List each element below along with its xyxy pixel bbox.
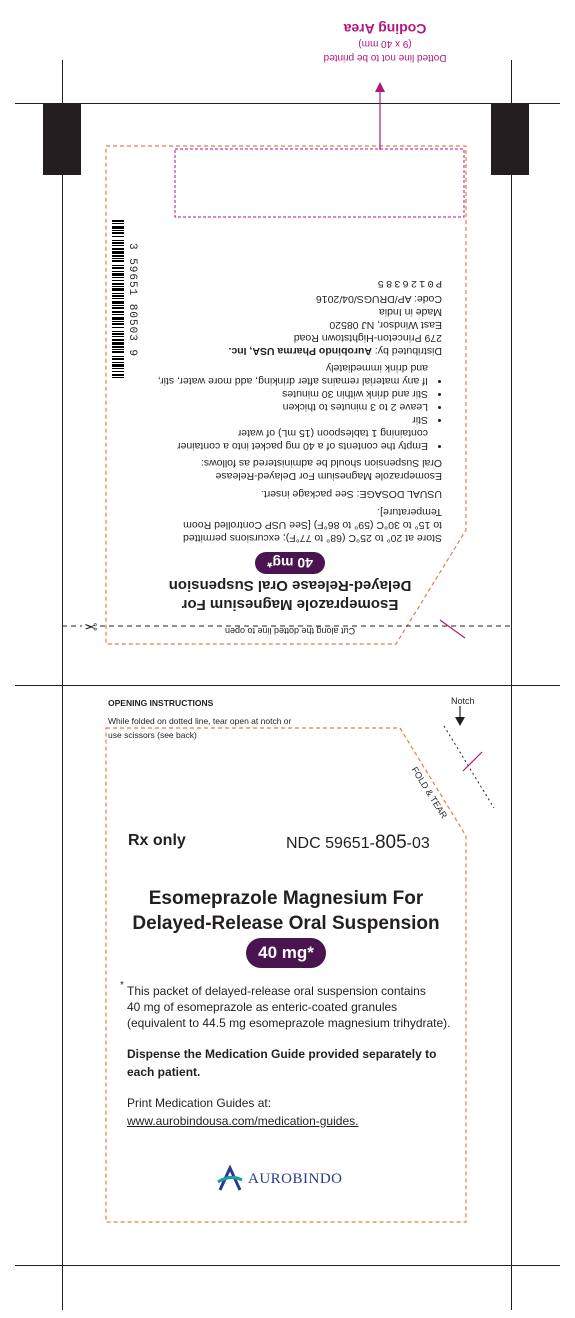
aurobindo-logo	[216, 1164, 343, 1194]
back-product-line2: Delayed-Release Oral Suspension	[168, 577, 412, 594]
admin-intro-1: Esomeprazole Magnesium For Delayed-Release	[215, 470, 442, 482]
usual-dosage: USUAL DOSAGE: See package insert.	[260, 488, 442, 500]
barcode-bar	[112, 323, 124, 325]
barcode-digits: 3 59651 80503 9	[126, 242, 138, 358]
opening-text	[108, 714, 291, 742]
admin-step: • Empty the contents of a 40 mg packet into a container containing 1 tablespoon (15 mL) of water	[142, 426, 428, 452]
storage-2: to 15° to 30°C (59° to 86°F) [See USP Controlled Room	[183, 519, 442, 531]
opening-title: OPENING INSTRUCTIONS	[108, 698, 214, 708]
barcode-bar	[112, 333, 124, 335]
barcode-bar	[112, 331, 124, 332]
barcode-bar	[112, 271, 124, 272]
storage-1: Store at 20° to 25°C (68° to 77°F); excursions permitted	[183, 532, 442, 544]
admin-step: • Stir	[142, 413, 428, 426]
barcode-bar	[112, 288, 124, 291]
coding-size: (9 x 40 mm)	[358, 38, 412, 49]
barcode-bar	[112, 368, 124, 369]
scissors-icon: ✂	[84, 617, 98, 634]
barcode-bar	[112, 232, 124, 234]
barcode-bar	[112, 280, 124, 281]
barcode-bar	[112, 364, 124, 367]
footnote-line3: (equivalent to 44.5 mg esomeprazole magnesium trihydrate).	[127, 1016, 451, 1030]
front-product-line1: Esomeprazole Magnesium For	[148, 888, 424, 909]
barcode-bar	[112, 339, 124, 341]
footnote-line2: 40 mg of esomeprazole as enteric-coated granules	[127, 1000, 398, 1014]
front-product-name	[106, 886, 466, 936]
coding-note: Dotted line not to be printed	[323, 52, 447, 63]
admin-intro-2: Oral Suspension should be administered as follows:	[200, 457, 442, 469]
barcode-bar	[112, 346, 124, 348]
ndc-package-code: -03	[406, 835, 430, 852]
made-in: Made in India	[378, 306, 442, 318]
storage-3: Temperature].	[377, 506, 442, 518]
back-product-line1: Esomeprazole Magnesium For	[181, 596, 399, 613]
opening-line2: use scissors (see back)	[108, 730, 197, 740]
barcode-bar	[112, 305, 124, 306]
opening-line1: While folded on dotted line, tear open at notch or	[108, 716, 292, 726]
barcode-bar	[112, 236, 124, 237]
ndc-number	[286, 832, 430, 854]
barcode-bar	[112, 277, 124, 278]
print-guides	[127, 1094, 467, 1130]
admin-step: • Leave 2 to 3 minutes to thicken	[142, 400, 428, 413]
notch-label: Notch	[451, 696, 475, 706]
cut-line-text: Cut along the dotted line to open	[224, 626, 356, 636]
footnote	[127, 983, 467, 1031]
barcode-bar	[112, 286, 124, 287]
barcode-bar	[112, 358, 124, 360]
aurobindo-logo-icon	[216, 1164, 244, 1194]
distributed-by	[142, 344, 442, 357]
barcode-bar	[112, 273, 124, 276]
back-product-name	[140, 576, 440, 614]
barcode-bar	[112, 311, 124, 313]
barcode-bar	[112, 301, 124, 304]
barcode-bar	[112, 377, 124, 378]
admin-step: • Stir and drink within 30 minutes	[142, 387, 428, 400]
barcode-bar	[112, 223, 124, 224]
print-guides-label: Print Medication Guides at:	[127, 1096, 272, 1110]
barcode-bar	[112, 374, 124, 376]
barcode-bar	[112, 307, 124, 309]
admin-step: • If any material remains after drinking, add more water, stir, and drink immediately	[142, 361, 428, 387]
coding-area-label	[300, 22, 470, 64]
barcode-bar	[112, 265, 124, 266]
barcode-bar	[112, 356, 124, 357]
address-1: 279 Princeton-Hightstown Road	[293, 332, 442, 344]
barcode-bar	[112, 342, 124, 345]
lot-code: P0126385	[375, 277, 442, 289]
barcode-bar	[112, 267, 124, 269]
footnote-line1: This packet of delayed-release oral suspension contains	[127, 984, 426, 998]
barcode-bar	[112, 293, 124, 294]
medication-guides-link[interactable]: www.aurobindousa.com/medication-guides.	[127, 1114, 359, 1128]
barcode-bar	[112, 351, 124, 353]
barcode-bar	[112, 251, 124, 254]
barcode-bar	[112, 298, 124, 299]
back-text-block	[130, 228, 450, 640]
admin-steps	[142, 361, 442, 452]
barcode-bar	[112, 255, 124, 257]
medguide-line1: Dispense the Medication Guide provided separately to	[127, 1047, 437, 1061]
barcode-bar	[112, 283, 124, 285]
barcode-bar	[112, 349, 124, 350]
footnote-star: *	[120, 980, 124, 991]
front-strength-badge: 40 mg*	[246, 938, 326, 968]
address-2: East Windsor, NJ 08520	[329, 319, 442, 331]
distributed-by-label: Distributed by:	[374, 345, 442, 357]
front-product-line2: Delayed-Release Oral Suspension	[132, 913, 440, 934]
barcode-bar	[112, 295, 124, 297]
barcode-bar	[112, 240, 124, 241]
barcode-bar	[112, 336, 124, 337]
barcode-bar	[112, 362, 124, 363]
barcode-bar	[112, 327, 124, 328]
barcode-bar	[112, 220, 124, 222]
code: Code: AP/DRUGS/04/2016	[315, 293, 442, 305]
ndc-product-code: 805	[374, 832, 407, 853]
distributor-name: Aurobindo Pharma USA, Inc.	[228, 345, 372, 357]
barcode-bar	[112, 321, 124, 322]
barcode-bar	[112, 226, 124, 229]
back-details	[142, 276, 442, 544]
rx-only: Rx only	[128, 832, 186, 849]
medguide-line2: each patient.	[127, 1065, 201, 1079]
barcode-bar	[112, 371, 124, 372]
barcode-bar	[112, 260, 124, 262]
barcode-bar	[112, 245, 124, 246]
barcode-bar	[112, 317, 124, 320]
aurobindo-logo-text: AUROBINDO	[248, 1170, 343, 1187]
barcode-bar	[112, 248, 124, 250]
ndc-prefix: NDC 59651-	[286, 835, 375, 852]
barcode-bar	[112, 242, 124, 244]
barcode-bar	[112, 230, 124, 231]
fold-tear-label: FOLD & TEAR	[409, 765, 450, 821]
coding-title: Coding Area	[343, 21, 427, 37]
barcode-bar	[112, 258, 124, 259]
back-strength-badge: 40 mg*	[255, 552, 325, 574]
medication-guide-note	[127, 1045, 467, 1081]
barcode-bar	[112, 314, 124, 315]
